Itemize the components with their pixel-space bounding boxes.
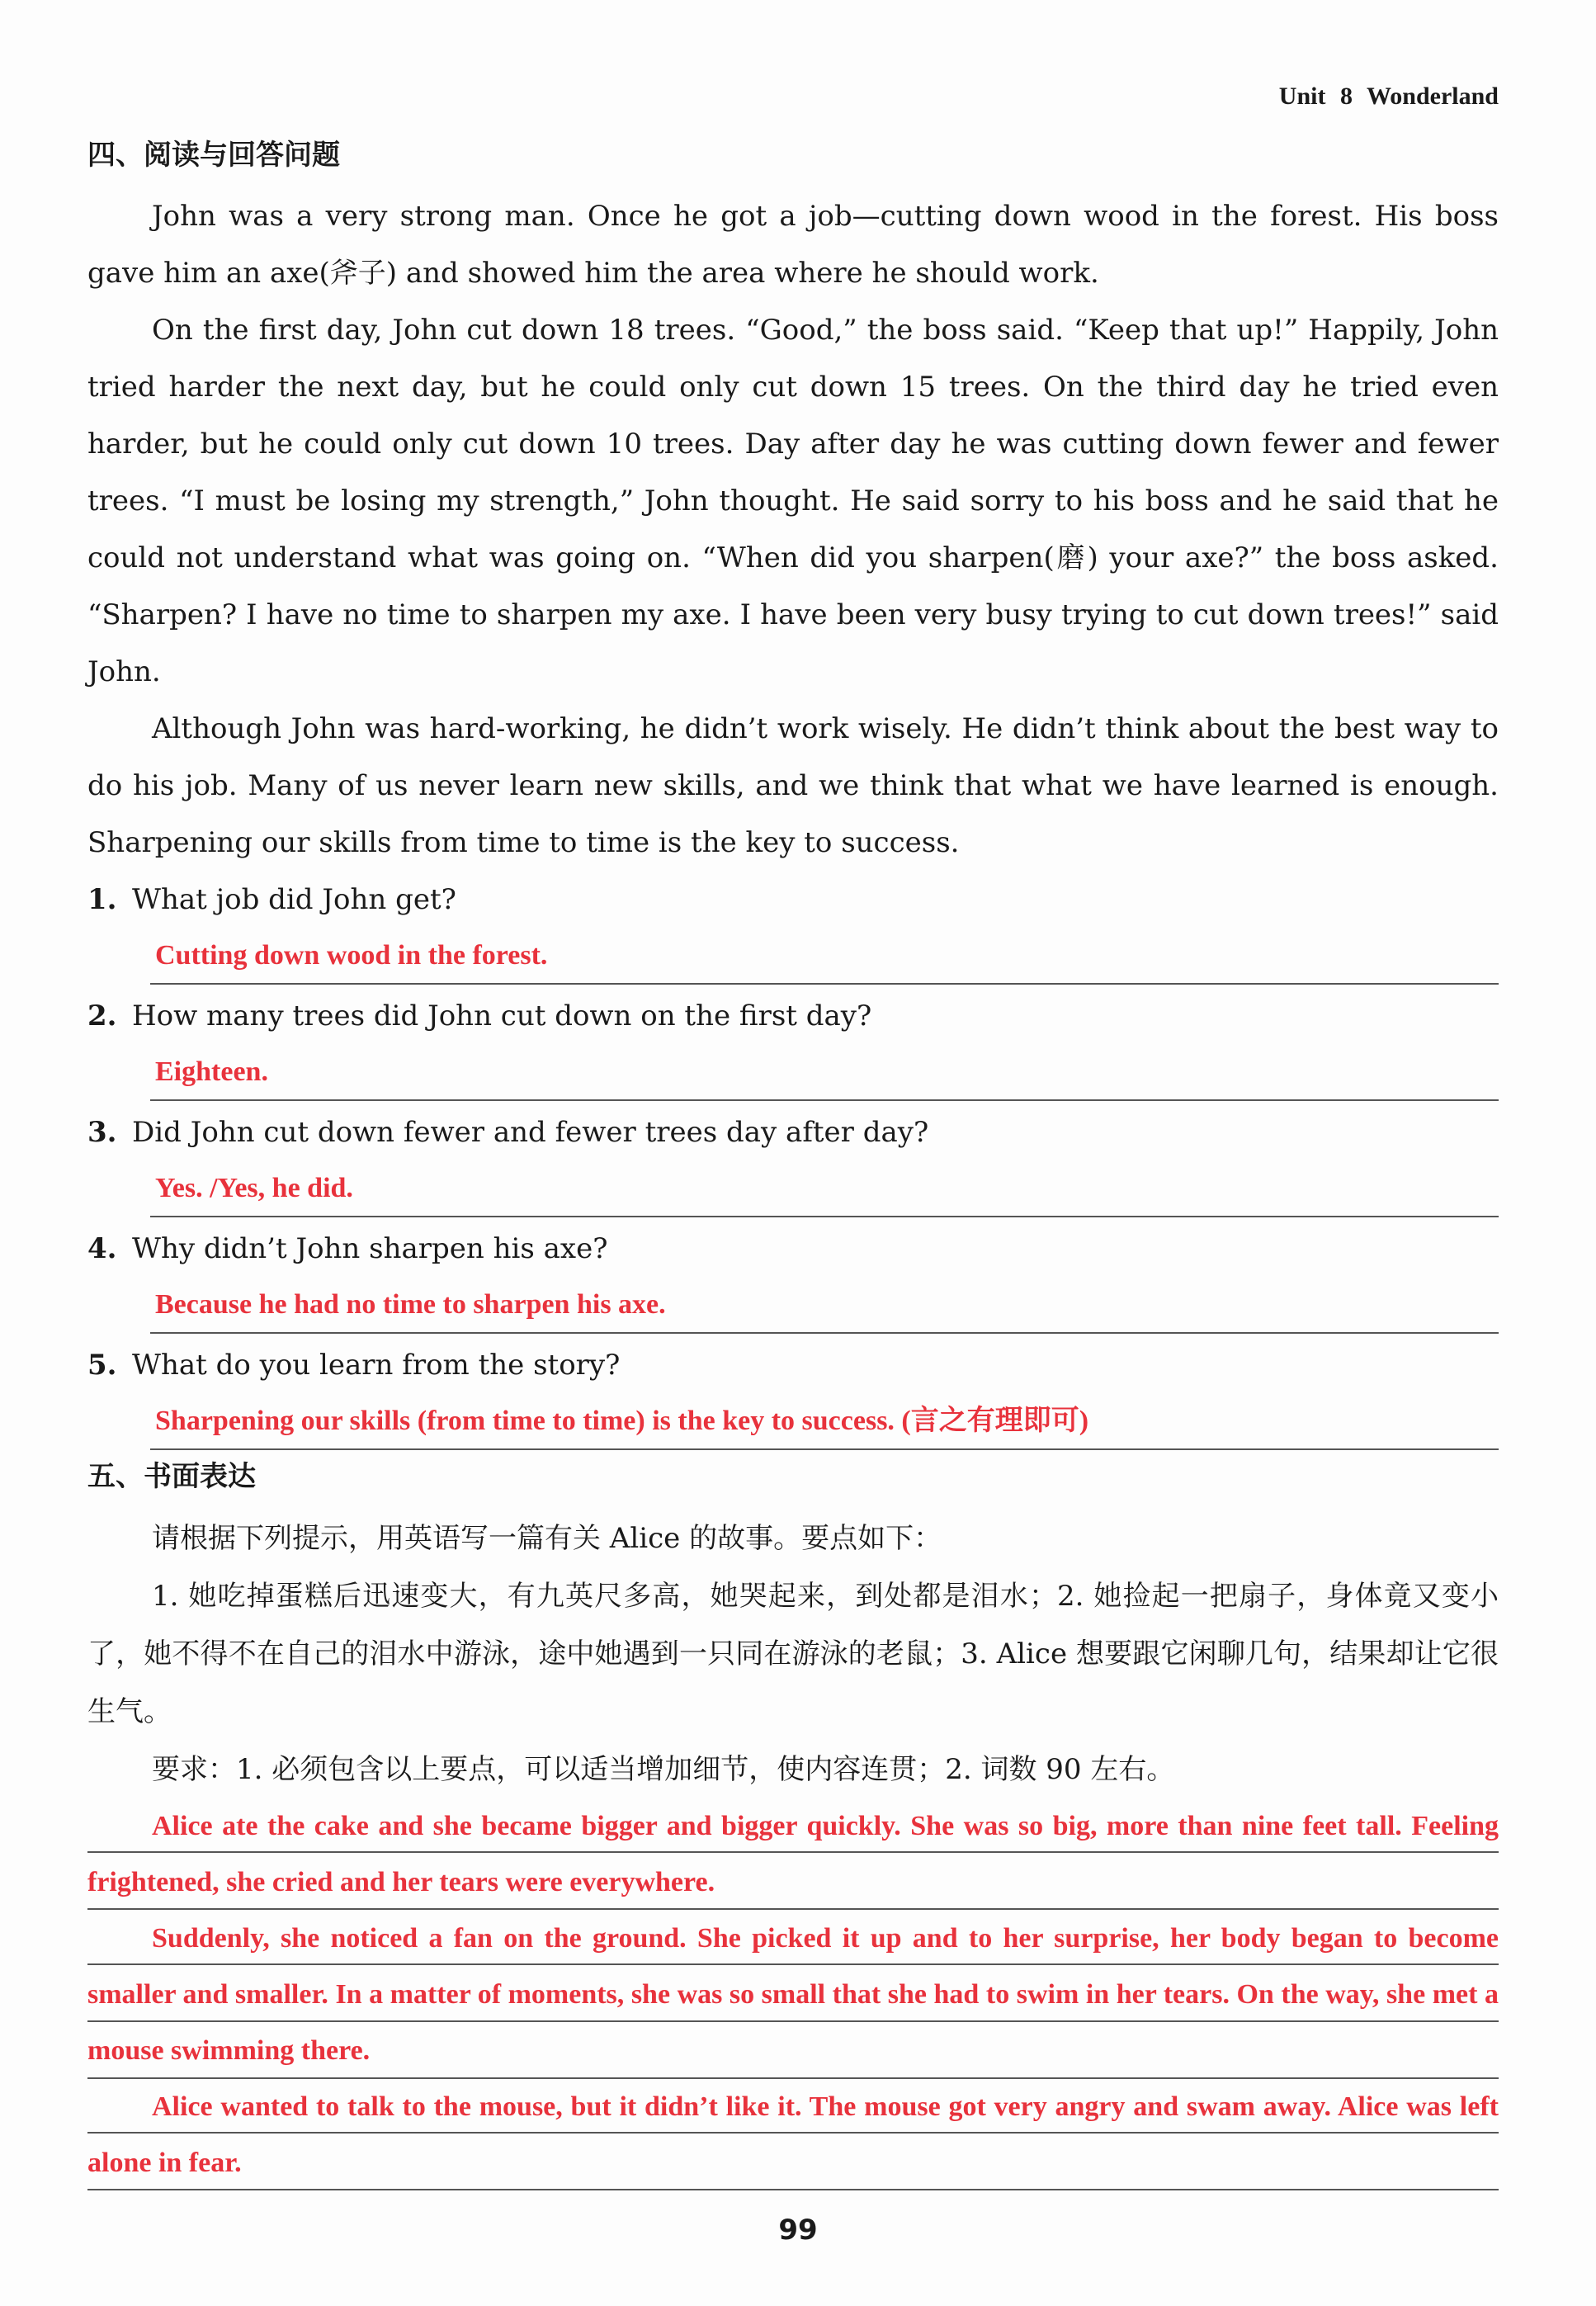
question-text: Why didn’t John sharpen his axe?	[132, 1232, 608, 1265]
writing-points: 1. 她吃掉蛋糕后迅速变大，有九英尺多高，她哭起来，到处都是泪水；2. 她捡起一把扇子，身体竟又变小了，她不得不在自己的泪水中游泳，途中她遇到一只同在游泳的老鼠；3. Alice 想要跟它闲聊几句，结果却让它很生气。	[87, 1580, 1499, 1728]
passage-paragraph: John was a very strong man. Once he got a job—cutting down wood in the forest. His boss gave him an axe(斧子) and showed him the area where he should work.	[87, 200, 1499, 290]
question-text: How many trees did John cut down on the first day?	[132, 999, 872, 1033]
essay-paragraph: Suddenly, she noticed a fan on the ground. She picked it up and to her surprise, her body began to become smaller and smaller. In a matter of moments, she was so small that she had to swim in her tears. On the way, she met a mouse swimming there.	[87, 1911, 1499, 2079]
answer-line: Yes. /Yes, he did.	[150, 1161, 1499, 1217]
question-text: Did John cut down fewer and fewer trees day after day?	[132, 1116, 929, 1149]
section-writing-title: 五、书面表达	[87, 1460, 256, 1493]
unit-title: Wonderland	[1366, 83, 1499, 110]
question-number: 4.	[87, 1232, 117, 1265]
essay-answer	[87, 1798, 1499, 2191]
question-item	[87, 1221, 1499, 1334]
question-item	[87, 1337, 1499, 1450]
question-number: 3.	[87, 1116, 117, 1149]
page-content	[87, 132, 1499, 2191]
section-reading-title: 四、阅读与回答问题	[87, 139, 340, 172]
passage-paragraph: Although John was hard-working, he didn’t work wisely. He didn’t think about the best way to do his job. Many of us never learn new skills, and we think that what we have learned is enough. Sharpening our skills from time to time is the key to success.	[87, 712, 1499, 859]
writing-intro: 请根据下列提示，用英语写一篇有关 Alice 的故事。要点如下：	[152, 1522, 942, 1555]
reading-passage	[87, 188, 1499, 872]
answer-line: Because he had no time to sharpen his axe.	[150, 1278, 1499, 1334]
question-item	[87, 872, 1499, 985]
passage-paragraph: On the first day, John cut down 18 trees. “Good,” the boss said. “Keep that up!” Happily, John tried harder the next day, but he could only cut down 15 trees. On the third day he tried even harder, but he could only cut down 10 trees. Day after day he was cutting down fewer and fewer trees. “I must be losing my strength,” John thought. He said sorry to his boss and he said that he could not understand what was going on. “When did you sharpen(磨) your axe?” the boss asked. “Sharpen? I have no time to sharpen my axe. I have been very busy trying to cut down trees!” said John.	[87, 314, 1499, 688]
question-number: 2.	[87, 999, 117, 1033]
question-item	[87, 1104, 1499, 1217]
answer-line: Cutting down wood in the forest.	[150, 929, 1499, 985]
question-text: What do you learn from the story?	[132, 1349, 621, 1382]
answer-line: Eighteen.	[150, 1045, 1499, 1101]
essay-paragraph: Alice ate the cake and she became bigger and bigger quickly. She was so big, more than nine feet tall. Feeling frightened, she cried and her tears were everywhere.	[87, 1798, 1499, 1911]
essay-paragraph: Alice wanted to talk to the mouse, but it didn’t like it. The mouse got very angry and swam away. Alice was left alone in fear.	[87, 2079, 1499, 2191]
question-text: What job did John get?	[132, 883, 456, 916]
unit-label: Unit 8	[1278, 83, 1353, 110]
question-list	[87, 872, 1499, 1450]
answer-line: Sharpening our skills (from time to time) is the key to success. (言之有理即可)	[150, 1394, 1499, 1450]
question-number: 1.	[87, 883, 117, 916]
question-item	[87, 988, 1499, 1101]
writing-requirements: 要求：1. 必须包含以上要点，可以适当增加细节，使内容连贯；2. 词数 90 左右。	[152, 1753, 1175, 1786]
page-header	[1279, 83, 1499, 111]
page-number: 99	[778, 2214, 818, 2247]
question-number: 5.	[87, 1349, 117, 1382]
